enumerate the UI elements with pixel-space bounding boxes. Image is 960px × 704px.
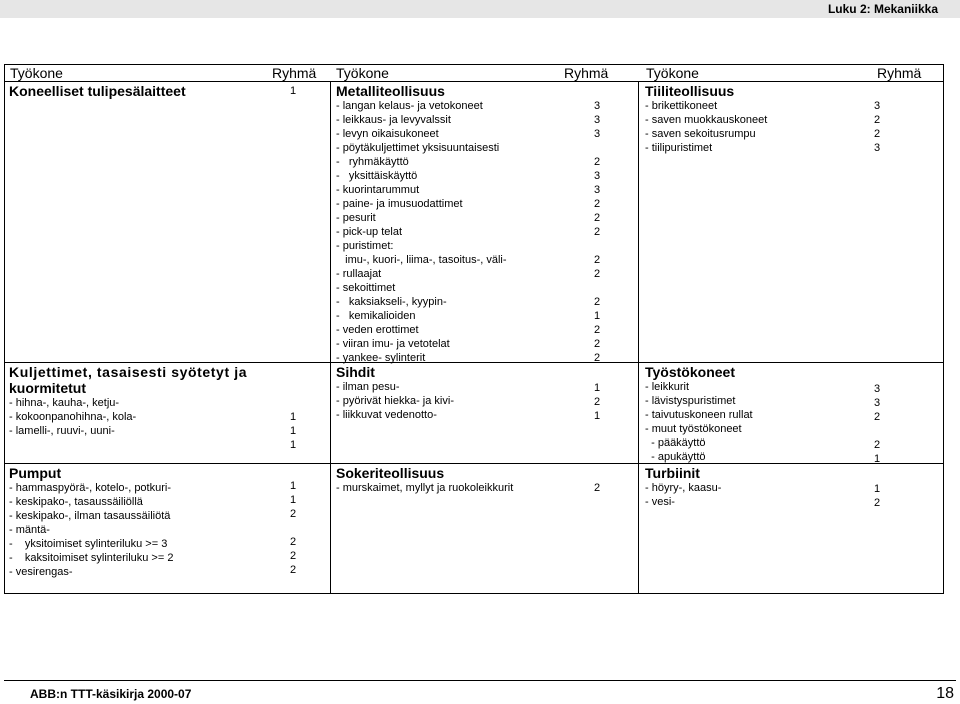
group-values: 1 2 [874, 483, 881, 509]
list-item: - brikettikoneet [645, 100, 718, 112]
list-item: - kokoonpanohihna-, kola- [9, 411, 137, 423]
list-item: - levyn oikaisukoneet [336, 128, 439, 140]
col3-group-header: Ryhmä [877, 65, 922, 81]
section-title: Sokeriteollisuus [336, 465, 445, 481]
list-item: - veden erottimet [336, 324, 419, 336]
list-item: - vesirengas- [9, 566, 73, 578]
section-metalliteollisuus [336, 83, 507, 365]
column-divider [638, 82, 639, 594]
section-title: Koneelliset tulipesälaitteet [9, 83, 186, 99]
section-sihdit [336, 364, 454, 422]
group-values: 3 2 2 3 [874, 100, 881, 154]
list-item: - pyörivät hiekka- ja kivi- [336, 395, 454, 407]
list-item: - langan kelaus- ja vetokoneet [336, 100, 483, 112]
list-item: - taivutuskoneen rullat [645, 409, 753, 421]
col3-machine-header: Työkone [646, 65, 699, 81]
section-title: Tiiliteollisuus [645, 83, 735, 99]
col1-group-header: Ryhmä [272, 65, 317, 81]
list-item: - rullaajat [336, 268, 382, 280]
list-item: - pääkäyttö [645, 437, 706, 449]
footer-source: ABB:n TTT-käsikirja 2000-07 [30, 687, 192, 701]
section-pumput [9, 465, 173, 579]
page-number: 18 [936, 685, 954, 702]
list-item: - saven muokkauskoneet [645, 114, 768, 126]
col2-machine-header: Työkone [336, 65, 389, 81]
list-item: - murskaimet, myllyt ja ruokoleikkurit [336, 482, 514, 494]
list-item: - ilman pesu- [336, 381, 400, 393]
row-divider [4, 463, 944, 464]
list-item: - paine- ja imusuodattimet [336, 198, 463, 210]
footer-divider [4, 680, 956, 681]
list-item: - kemikalioiden [336, 310, 416, 322]
list-item: - lävistyspuristimet [645, 395, 736, 407]
list-item: - yksitoimiset sylinteriluku >= 3 [9, 538, 168, 550]
col2-group-header: Ryhmä [564, 65, 609, 81]
list-item: - pick-up telat [336, 226, 403, 238]
section-title: Työstökoneet [645, 364, 735, 380]
group-values: 1 1 1 [290, 411, 297, 451]
list-item: - saven sekoitusrumpu [645, 128, 756, 140]
list-item: - sekoittimet [336, 282, 396, 294]
group-values: 1 1 2 2 2 2 [290, 480, 297, 576]
list-item: - kuorintarummut [336, 184, 420, 196]
list-item: - leikkaus- ja levyvalssit [336, 114, 451, 126]
list-item: - kaksiakseli-, kyypin- [336, 296, 447, 308]
section-title: Turbiinit [645, 465, 700, 481]
section-turbiinit [645, 465, 721, 509]
list-item: imu-, kuori-, liima-, tasoitus-, väli- [336, 254, 507, 266]
section-koneelliset-tulipesalaitteet [9, 83, 186, 99]
group-values: 3 3 2 2 1 [874, 383, 881, 465]
list-item: - hihna-, kauha-, ketju- [9, 397, 120, 409]
list-item: - höyry-, kaasu- [645, 482, 722, 494]
chapter-header: Luku 2: Mekaniikka [0, 0, 960, 18]
section-title-cont: kuormitetut [9, 380, 86, 396]
group-value: 1 [290, 85, 297, 97]
list-item: - yankee- sylinterit [336, 352, 426, 364]
section-sokeriteollisuus [336, 465, 513, 495]
list-item: - viiran imu- ja vetotelat [336, 338, 450, 350]
list-item: - vesi- [645, 496, 675, 508]
list-item: - ryhmäkäyttö [336, 156, 409, 168]
group-values: 3 3 3 2 3 3 2 2 2 2 2 2 1 2 2 2 [594, 100, 601, 364]
list-item: - keskipako-, tasaussäiliöllä [9, 496, 143, 508]
list-item: - kaksitoimiset sylinteriluku >= 2 [9, 552, 174, 564]
list-item: - keskipako-, ilman tasaussäiliötä [9, 510, 171, 522]
group-values: 2 [594, 482, 601, 494]
section-tiiliteollisuus [645, 83, 767, 155]
section-title: Kuljettimet, tasaisesti syötetyt ja [9, 364, 248, 380]
section-title: Metalliteollisuus [336, 83, 445, 99]
list-item: - yksittäiskäyttö [336, 170, 418, 182]
group-values: 1 2 1 [594, 382, 601, 422]
list-item: - muut työstökoneet [645, 423, 742, 435]
list-item: - apukäyttö [645, 451, 706, 463]
list-item: - puristimet: [336, 240, 394, 252]
list-item: - mäntä- [9, 524, 50, 536]
list-item: - tiilipuristimet [645, 142, 713, 154]
section-title: Sihdit [336, 364, 375, 380]
section-title: Pumput [9, 465, 62, 481]
list-item: - liikkuvat vedenotto- [336, 409, 437, 421]
section-kuljettimet [9, 364, 254, 438]
column-divider [330, 82, 331, 594]
section-tyostokoneet [645, 364, 753, 464]
list-item: - pesurit [336, 212, 376, 224]
list-item: - hammaspyörä-, kotelo-, potkuri- [9, 482, 171, 494]
list-item: - pöytäkuljettimet yksisuuntaisesti [336, 142, 500, 154]
table-column-header [4, 64, 944, 82]
list-item: - lamelli-, ruuvi-, uuni- [9, 425, 115, 437]
col1-machine-header: Työkone [10, 65, 63, 81]
list-item: - leikkurit [645, 381, 690, 393]
